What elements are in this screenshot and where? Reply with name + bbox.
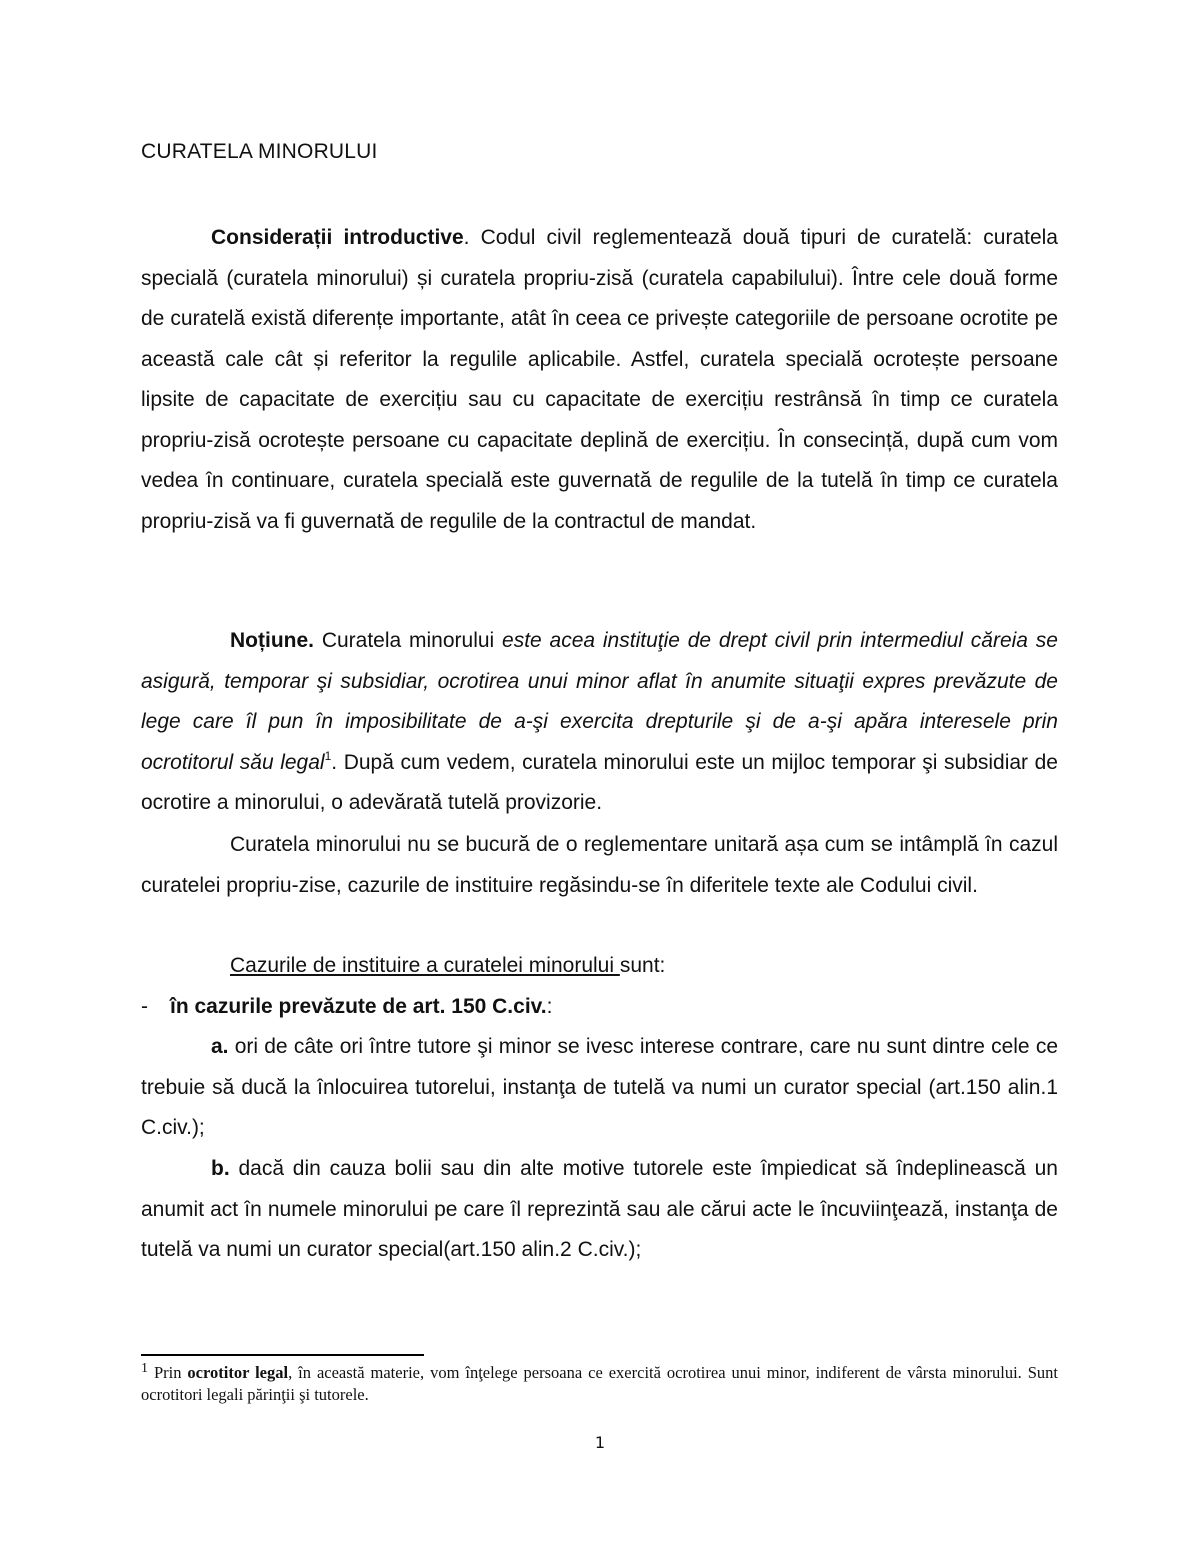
list-item-art-150	[141, 987, 1058, 1028]
list-item-label: b.	[211, 1157, 230, 1180]
footnote-reference[interactable]: 1	[324, 748, 332, 763]
list-item-b	[141, 1149, 1058, 1271]
list-item-label: a.	[211, 1035, 229, 1058]
list-dash: -	[141, 995, 148, 1018]
footnote-lead: Prin	[148, 1363, 188, 1382]
footnote-text: , în această materie, vom înţelege persoana ce exercită ocrotirea unui minor, indiferent de vârsta minorului. Sunt ocrotitori legali părinţii şi tutorele.	[141, 1363, 1058, 1404]
footnote	[141, 1362, 1058, 1406]
list-item-a	[141, 1027, 1058, 1149]
definition-italic: este acea instituţie de drept civil prin intermediul căreia se asigură, temporar şi subsidiar, ocrotirea unui minor aflat în anumite situaţii expres prevăzute de lege care îl pun în imposibilitate de a-şi exercita drepturile şi de a-şi apăra interesele prin ocrotitorul său legal	[141, 629, 1058, 774]
paragraph-lead: Curatela minorului	[314, 629, 503, 652]
list-item-text: ori de câte ori între tutore şi minor se ivesc interese contrare, care nu sunt dintre cele ce trebuie să ducă la înlocuirea tutorelui, instanţa de tutelă va numi un curator special (art.150 alin.1 C.civ.);	[141, 1035, 1058, 1139]
underlined-phrase: Cazurile de instituire a curatelei minorului	[230, 954, 620, 977]
paragraph-text: sunt:	[619, 954, 666, 977]
list-item-text: dacă din cauza bolii sau din alte motive tutorele este împiedicat să îndeplinească un anumit act în numele minorului pe care îl reprezintă sau ale cărui acte le încuviinţează, instanţa de tutelă va numi un curator special(art.150 alin.2 C.civ.);	[141, 1157, 1058, 1261]
paragraph-text: . După cum vedem, curatela minorului este un mijloc temporar şi subsidiar de ocrotire a minorului, o adevărată tutelă provizorie.	[141, 750, 1058, 814]
paragraph-introduction	[141, 218, 1058, 542]
paragraph-notion	[141, 621, 1058, 824]
list-item-bold: în cazurile prevăzute de art. 150 C.civ.	[170, 995, 547, 1018]
list-item-text: :	[546, 995, 553, 1018]
paragraph-heading: Considerații introductive	[211, 226, 464, 249]
footnote-number: 1	[141, 1361, 148, 1376]
paragraph-cases-intro	[141, 946, 1058, 987]
footnote-separator	[141, 1354, 424, 1356]
footnote-bold: ocrotitor legal	[187, 1363, 289, 1382]
paragraph-text: . Codul civil reglementează două tipuri de curatelă: curatela specială (curatela minorului) și curatela propriu-zisă (curatela capabilului). Între cele două forme de curatelă există diferențe importante, atât în ceea ce privește categoriile de persoane ocrotite pe această cale cât și referitor la regulile aplicabile. Astfel, curatela specială ocrotește persoane lipsite de capacitate de exercițiu sau cu capacitate de exercițiu restrânsă în timp ce curatela propriu-zisă ocrotește persoane cu capacitate deplină de exercițiu. În consecință, după cum vom vedea în continuare, curatela specială este guvernată de regulile de la tutelă în timp ce curatela propriu-zisă va fi guvernată de regulile de la contractul de mandat.	[141, 226, 1058, 533]
paragraph-regulation: Curatela minorului nu se bucură de o reglementare unitară așa cum se intâmplă în cazul curatelei propriu-zise, cazurile de instituire regăsindu-se în diferitele texte ale Codului civil.	[141, 833, 1058, 897]
document-title: CURATELA MINORULUI	[141, 140, 378, 163]
paragraph-heading: Noțiune.	[230, 629, 314, 652]
page-number: 1	[594, 1433, 606, 1452]
